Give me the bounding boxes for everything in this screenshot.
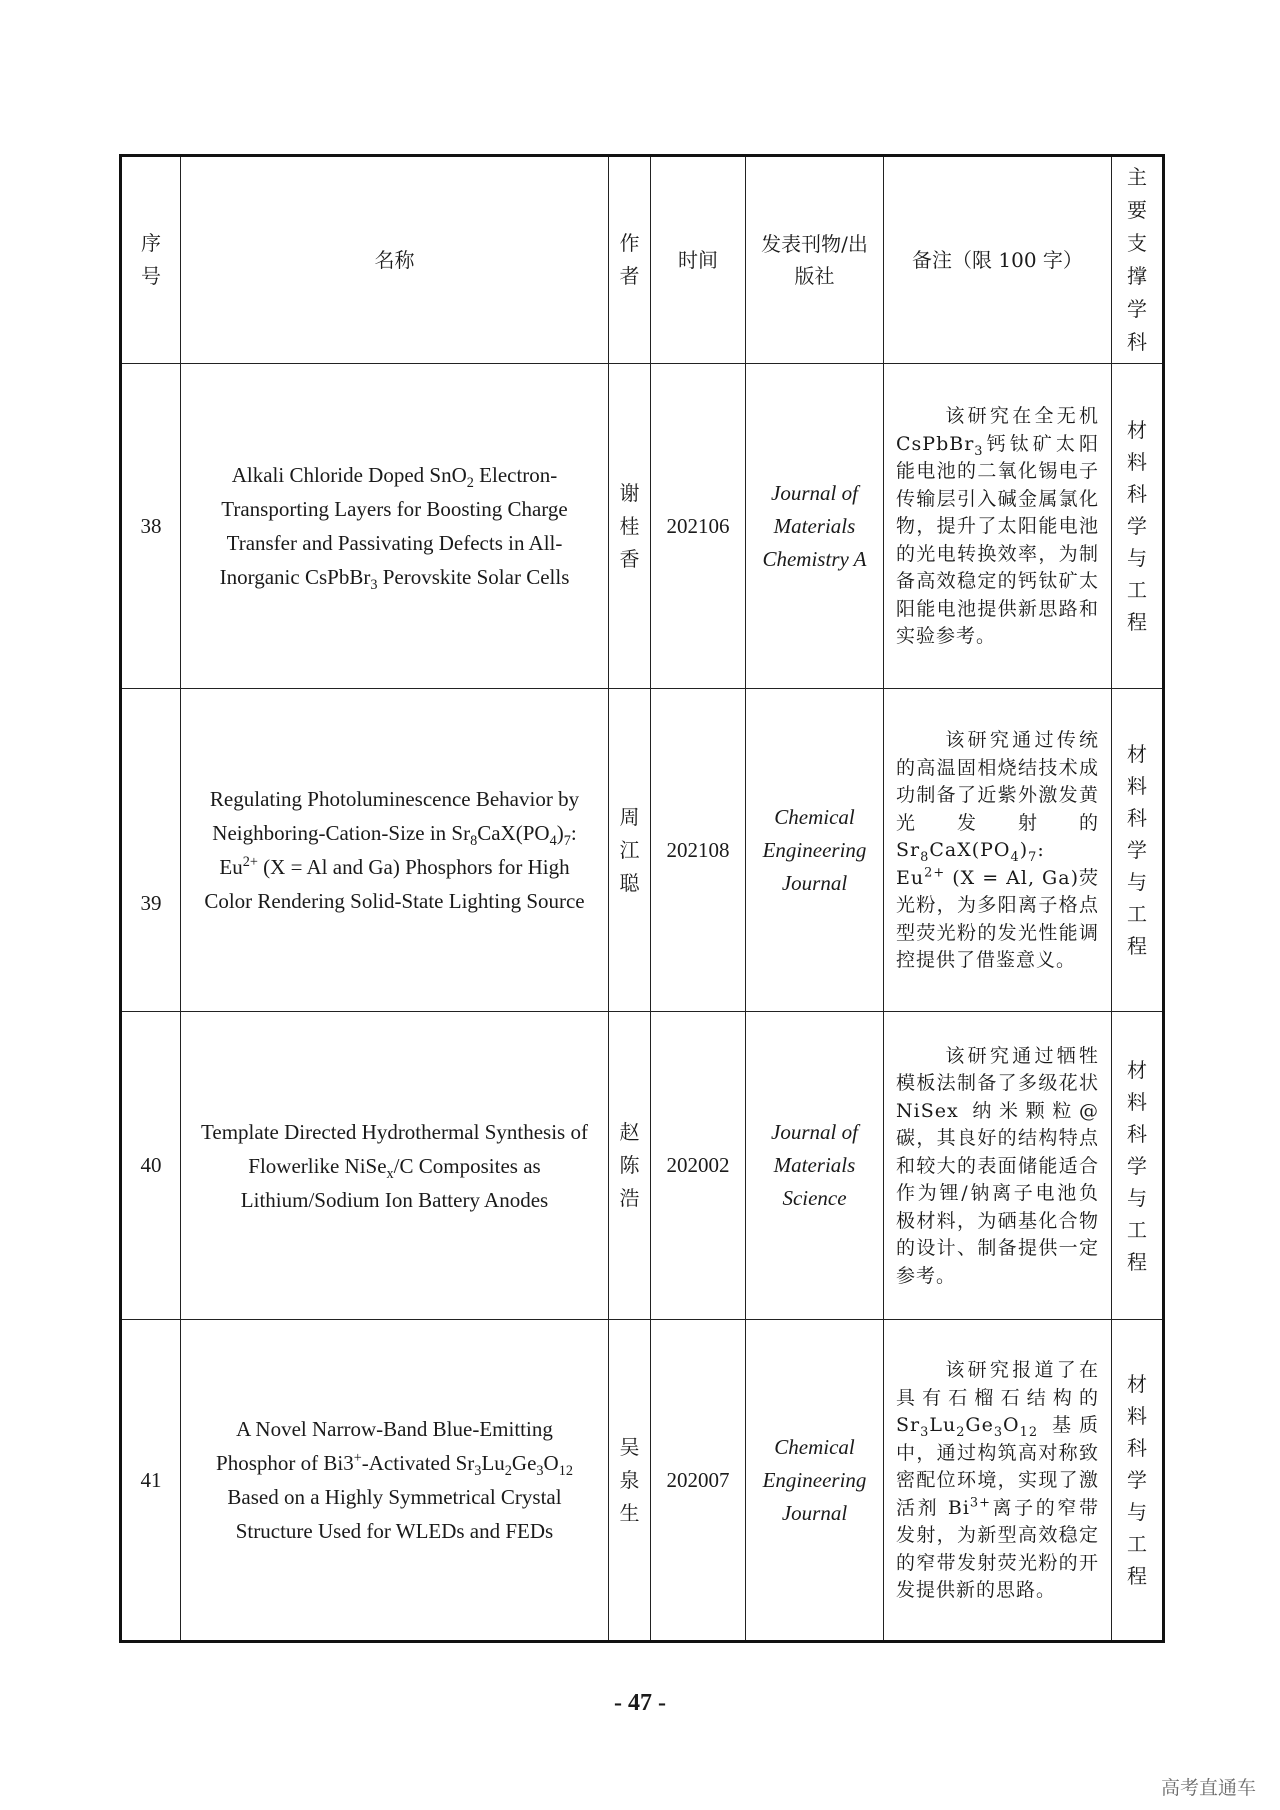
publish-time: 202106	[651, 364, 746, 689]
row-number: 38	[121, 364, 181, 689]
remark-text: 该研究报道了在具有石榴石结构的 $Sr_3Lu_2Ge_3O_{12}$ 基质中，通过构筑高对称致密配位环境，实现了激活剂 $Bi^{3+}$离子的窄带发射，为新型高效稳定的窄带发射荧光粉的开发提供新的思路。	[884, 1320, 1112, 1642]
remark-text: 该研究通过传统的高温固相烧结技术成功制备了近紫外激发黄光发射的 $Sr_8CaX(PO_4)_7$: $Eu^{2+}$ (X = Al, Ga)荧光粉，为多阳离子格点型荧光粉的发光性能调控提供了借鉴意义。	[884, 689, 1112, 1012]
row-number: 39	[121, 689, 181, 1012]
header-journal: 发表刊物/出版社	[746, 156, 884, 364]
publish-time: 202108	[651, 689, 746, 1012]
paper-title: Alkali Chloride Doped SnO$_2$ Electron-Transporting Layers for Boosting Charge Transfer and Passivating Defects in All-Inorganic CsPbBr$_3$ Perovskite Solar Cells	[181, 364, 609, 689]
author-name: 周江聪	[609, 689, 651, 1012]
header-subject: 主要支撑学科	[1112, 156, 1164, 364]
watermark-text: 高考直通车	[1160, 1777, 1256, 1799]
journal-name: Chemical Engineering Journal	[746, 689, 884, 1012]
table-row	[121, 364, 1164, 689]
paper-title: A Novel Narrow-Band Blue-Emitting Phosphor of Bi3+-Activated $Sr_3Lu_2Ge_3O_{12}$ Based on a Highly Symmetrical Crystal Structure Used for WLEDs and FEDs	[181, 1320, 609, 1642]
row-number: 40	[121, 1012, 181, 1320]
header-author: 作者	[609, 156, 651, 364]
header-seq: 序号	[121, 156, 181, 364]
remark-text: 该研究通过牺牲模板法制备了多级花状 NiSex 纳米颗粒@碳，其良好的结构特点和较大的表面储能适合作为锂/钠离子电池负极材料，为硒基化合物的设计、制备提供一定参考。	[884, 1012, 1112, 1320]
author-name: 赵陈浩	[609, 1012, 651, 1320]
publish-time: 202007	[651, 1320, 746, 1642]
table-row	[121, 689, 1164, 1012]
row-number: 41	[121, 1320, 181, 1642]
header-remark: 备注（限 100 字）	[884, 156, 1112, 364]
paper-title: Template Directed Hydrothermal Synthesis of Flowerlike NiSe$_x$/C Composites as Lithium/Sodium Ion Battery Anodes	[181, 1012, 609, 1320]
paper-title: Regulating Photoluminescence Behavior by Neighboring-Cation-Size in $Sr_8CaX(PO_4)_7$: $Eu^{2+}$ (X = Al and Ga) Phosphors for High Color Rendering Solid-State Lighting Source	[181, 689, 609, 1012]
header-row	[121, 156, 1164, 364]
header-time: 时间	[651, 156, 746, 364]
subject-name: 材料科学与工程	[1112, 364, 1164, 689]
remark-text: 该研究在全无机CsPbBr$_3$钙钛矿太阳能电池的二氧化锡电子传输层引入碱金属氯化物，提升了太阳能电池的光电转换效率，为制备高效稳定的钙钛矿太阳能电池提供新思路和实验参考。	[884, 364, 1112, 689]
publish-time: 202002	[651, 1012, 746, 1320]
subject-name: 材料科学与工程	[1112, 1012, 1164, 1320]
publications-table	[119, 154, 1165, 1643]
page-number: - 47 -	[614, 1690, 666, 1716]
author-name: 吴泉生	[609, 1320, 651, 1642]
journal-name: Journal of Materials Chemistry A	[746, 364, 884, 689]
author-name: 谢桂香	[609, 364, 651, 689]
journal-name: Journal of Materials Science	[746, 1012, 884, 1320]
subject-name: 材料科学与工程	[1112, 689, 1164, 1012]
table-row	[121, 1012, 1164, 1320]
table-row	[121, 1320, 1164, 1642]
header-name: 名称	[181, 156, 609, 364]
subject-name: 材料科学与工程	[1112, 1320, 1164, 1642]
journal-name: Chemical Engineering Journal	[746, 1320, 884, 1642]
